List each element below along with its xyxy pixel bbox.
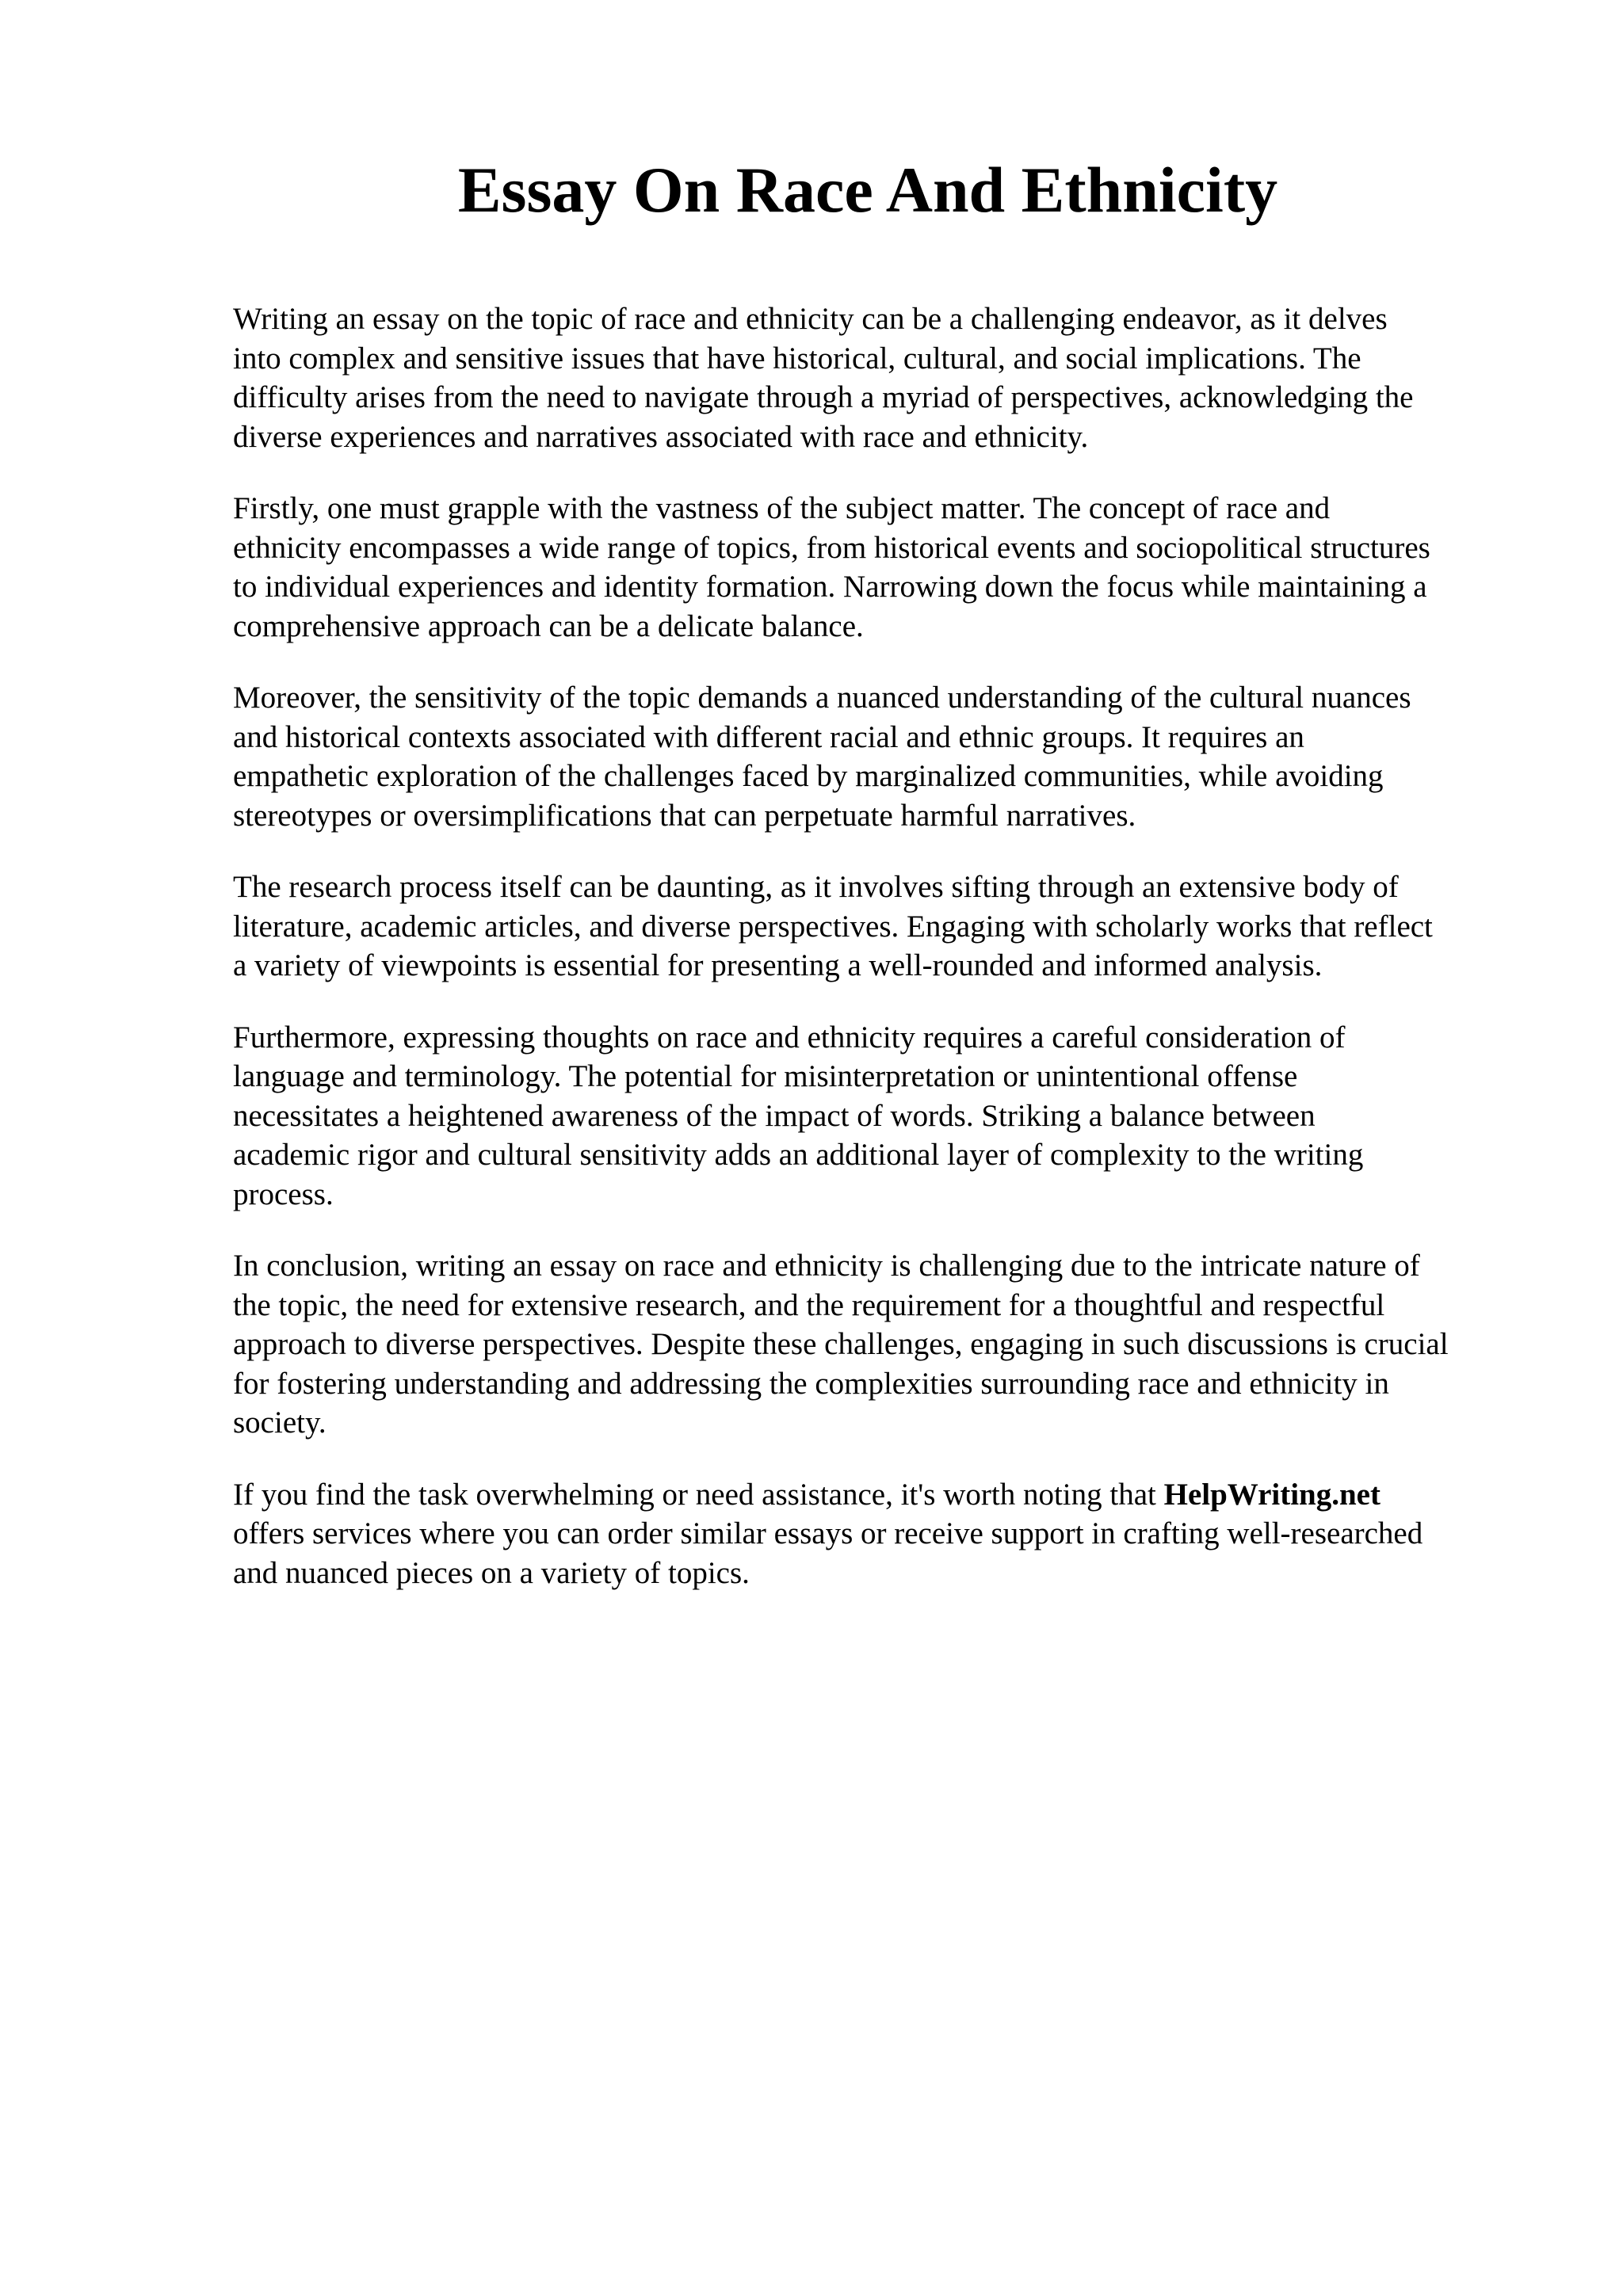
text-line: diverse experiences and narratives associated with race and ethnicity. (233, 419, 1089, 454)
paragraph-conclusion (233, 1246, 1541, 1443)
text-line: language and terminology. The potential for misinterpretation or unintentional offense (233, 1059, 1298, 1093)
paragraph-intro (233, 299, 1541, 456)
text-line: and historical contexts associated with different racial and ethnic groups. It requires an (233, 719, 1304, 754)
text-line: necessitates a heightened awareness of the impact of words. Striking a balance between (233, 1098, 1316, 1133)
text-line: academic rigor and cultural sensitivity adds an additional layer of complexity to the writing (233, 1138, 1364, 1172)
text-line: process. (233, 1177, 334, 1211)
text-line: offers services where you can order similar essays or receive support in crafting well-researched (233, 1516, 1423, 1550)
paragraph-language (233, 1018, 1541, 1215)
text-line: to individual experiences and identity formation. Narrowing down the focus while maintaining a (233, 570, 1427, 604)
text-line: empathetic exploration of the challenges faced by marginalized communities, while avoiding (233, 759, 1384, 793)
text-line: Furthermore, expressing thoughts on race and ethnicity requires a careful consideration of (233, 1020, 1346, 1055)
essay-body (233, 299, 1541, 1625)
text-line: Firstly, one must grapple with the vastness of the subject matter. The concept of race and (233, 491, 1331, 525)
brand-name: HelpWriting.net (1163, 1477, 1381, 1512)
text-line: Writing an essay on the topic of race and ethnicity can be a challenging endeavor, as it delves (233, 302, 1388, 336)
paragraph-research (233, 868, 1541, 986)
text-line: society. (233, 1405, 327, 1440)
text-line: and nuanced pieces on a variety of topics. (233, 1555, 750, 1590)
text-line: stereotypes or oversimplifications that can perpetuate harmful narratives. (233, 798, 1136, 833)
text-line: ethnicity encompasses a wide range of topics, from historical events and sociopolitical structures (233, 530, 1430, 565)
text-line (233, 1475, 1541, 1515)
closing-prefix-text: If you find the task overwhelming or need assistance, it's worth noting that (233, 1477, 1164, 1512)
text-line: into complex and sensitive issues that have historical, cultural, and social implications. The (233, 341, 1361, 376)
text-line: Moreover, the sensitivity of the topic demands a nuanced understanding of the cultural nuances (233, 681, 1411, 715)
text-line: literature, academic articles, and diverse perspectives. Engaging with scholarly works that reflect (233, 909, 1433, 944)
text-line: the topic, the need for extensive research, and the requirement for a thoughtful and respectful (233, 1287, 1385, 1322)
text-line: comprehensive approach can be a delicate balance. (233, 608, 864, 643)
text-line: difficulty arises from the need to navigate through a myriad of perspectives, acknowledging the (233, 380, 1414, 414)
paragraph-sensitivity (233, 678, 1541, 835)
essay-title: Essay On Race And Ethnicity (457, 154, 1278, 226)
paragraph-closing (233, 1475, 1541, 1593)
paragraph-vastness (233, 489, 1541, 646)
text-line: for fostering understanding and addressing the complexities surrounding race and ethnicity in (233, 1366, 1389, 1401)
text-line: a variety of viewpoints is essential for presenting a well-rounded and informed analysis. (233, 948, 1323, 982)
text-line: approach to diverse perspectives. Despite these challenges, engaging in such discussions is crucial (233, 1327, 1449, 1361)
text-line: In conclusion, writing an essay on race and ethnicity is challenging due to the intricate nature of (233, 1249, 1420, 1283)
text-line: The research process itself can be daunting, as it involves sifting through an extensive body of (233, 870, 1399, 904)
